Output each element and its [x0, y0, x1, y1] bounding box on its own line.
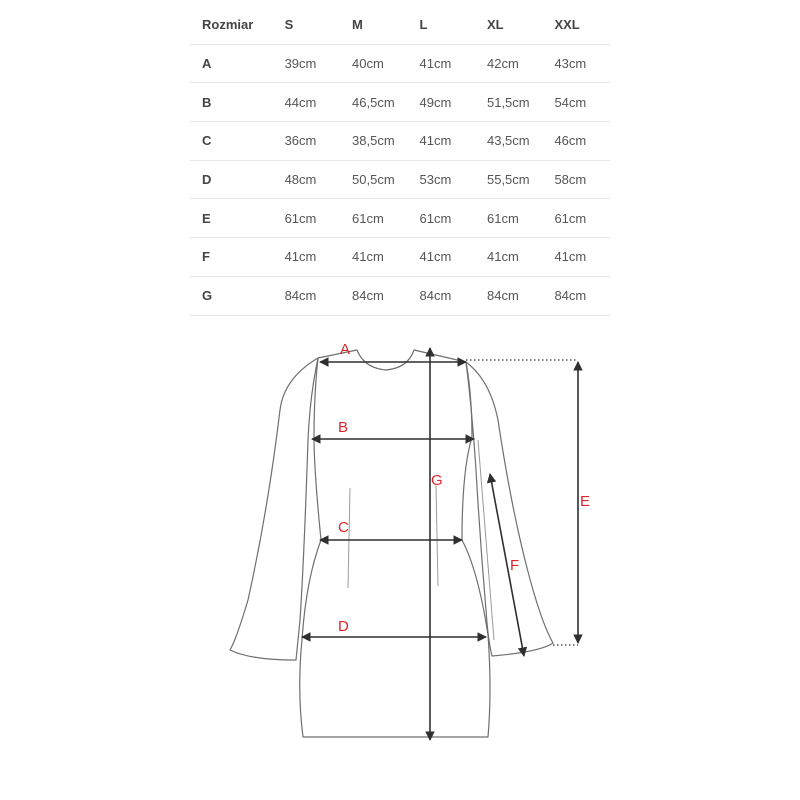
- measurement-cell: 41cm: [408, 44, 475, 83]
- dress-measurement-diagram: [0, 320, 800, 800]
- table-row: [190, 160, 610, 199]
- label-f: F: [510, 557, 520, 574]
- size-header-row: [190, 6, 610, 44]
- size-table-body: [190, 44, 610, 315]
- label-d: D: [338, 618, 349, 635]
- row-label: G: [190, 276, 273, 315]
- measurement-cell: 84cm: [340, 276, 407, 315]
- header-size-xl: XL: [475, 6, 542, 44]
- measurement-cell: 41cm: [273, 238, 340, 277]
- size-table: [190, 6, 610, 316]
- measurement-cell: 55,5cm: [475, 160, 542, 199]
- measurement-cell: 84cm: [408, 276, 475, 315]
- label-c: C: [338, 519, 349, 536]
- label-e: E: [580, 493, 591, 510]
- label-a: A: [340, 341, 351, 358]
- measurement-cell: 41cm: [408, 238, 475, 277]
- measurement-cell: 54cm: [542, 83, 610, 122]
- measurement-cell: 40cm: [340, 44, 407, 83]
- label-b: B: [338, 419, 349, 436]
- measurement-cell: 50,5cm: [340, 160, 407, 199]
- measurement-cell: 43cm: [542, 44, 610, 83]
- row-label: D: [190, 160, 273, 199]
- table-row: [190, 276, 610, 315]
- table-row: [190, 238, 610, 277]
- measurement-cell: 51,5cm: [475, 83, 542, 122]
- table-row: [190, 199, 610, 238]
- measurement-cell: 41cm: [542, 238, 610, 277]
- front-dart-left: [348, 488, 350, 588]
- measurement-cell: 53cm: [408, 160, 475, 199]
- measurement-cell: 39cm: [273, 44, 340, 83]
- table-row: [190, 83, 610, 122]
- measurement-cell: 48cm: [273, 160, 340, 199]
- measurement-cell: 41cm: [340, 238, 407, 277]
- measurement-cell: 41cm: [475, 238, 542, 277]
- measurement-cell: 43,5cm: [475, 122, 542, 161]
- row-label: E: [190, 199, 273, 238]
- table-row: [190, 44, 610, 83]
- measurement-cell: 49cm: [408, 83, 475, 122]
- measurement-cell: 44cm: [273, 83, 340, 122]
- row-label: B: [190, 83, 273, 122]
- row-label: C: [190, 122, 273, 161]
- table-row: [190, 122, 610, 161]
- measurement-cell: 61cm: [273, 199, 340, 238]
- dress-outline: [230, 350, 553, 737]
- measurement-cell: 84cm: [475, 276, 542, 315]
- measurement-cell: 84cm: [273, 276, 340, 315]
- measurement-cell: 38,5cm: [340, 122, 407, 161]
- header-size-s: S: [273, 6, 340, 44]
- measurement-cell: 41cm: [408, 122, 475, 161]
- header-size-xxl: XXL: [542, 6, 610, 44]
- header-size-l: L: [408, 6, 475, 44]
- row-label: F: [190, 238, 273, 277]
- measurement-cell: 61cm: [408, 199, 475, 238]
- measurement-cell: 58cm: [542, 160, 610, 199]
- measurement-cell: 61cm: [340, 199, 407, 238]
- header-size-m: M: [340, 6, 407, 44]
- row-label: A: [190, 44, 273, 83]
- right-sleeve-outline: [466, 362, 553, 656]
- measurement-cell: 61cm: [542, 199, 610, 238]
- measurement-cell: 84cm: [542, 276, 610, 315]
- label-g: G: [431, 472, 443, 489]
- front-dart-right: [436, 486, 438, 586]
- measurement-cell: 36cm: [273, 122, 340, 161]
- measurement-cell: 42cm: [475, 44, 542, 83]
- measurement-cell: 46cm: [542, 122, 610, 161]
- measurement-cell: 46,5cm: [340, 83, 407, 122]
- dress-body-outline: [300, 350, 490, 737]
- header-size-label: Rozmiar: [190, 6, 273, 44]
- measurement-cell: 61cm: [475, 199, 542, 238]
